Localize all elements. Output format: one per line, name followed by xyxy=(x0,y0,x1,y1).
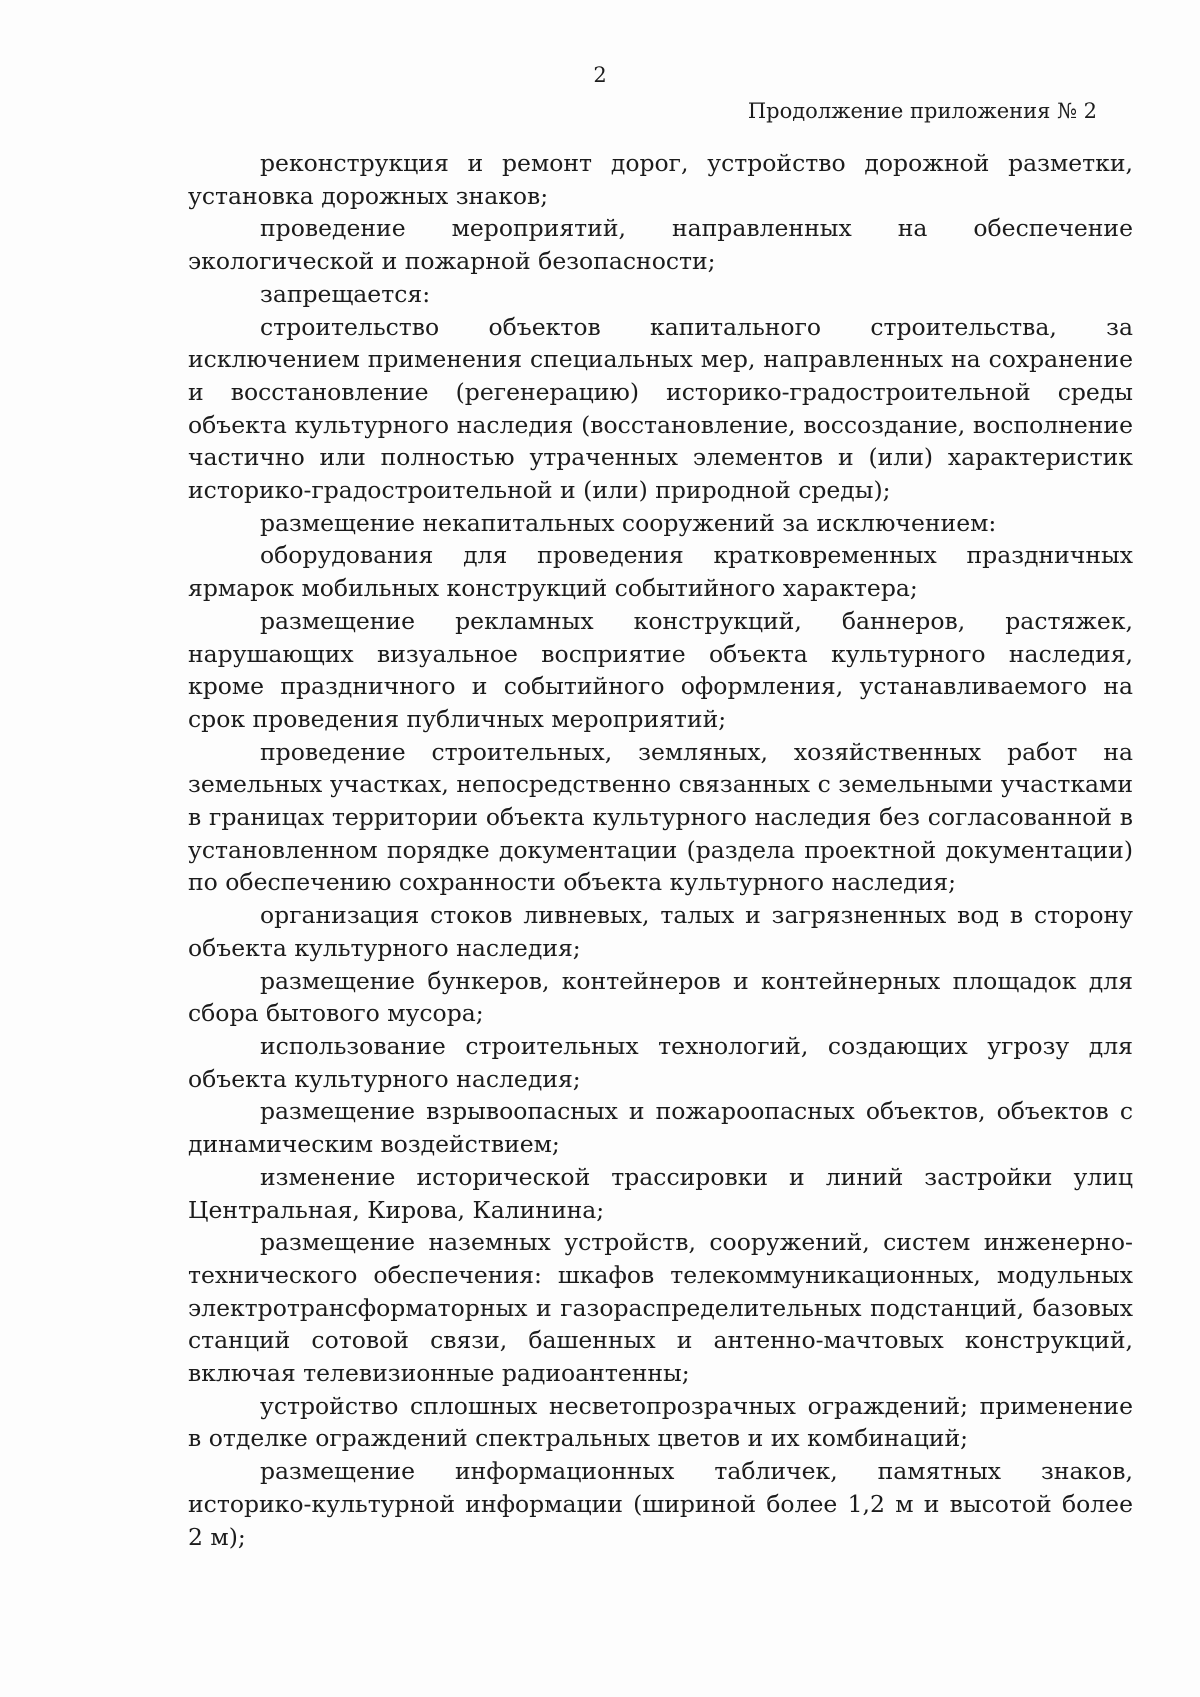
paragraph: устройство сплошных несветопрозрачных ограждений; применение в отделке ограждений спектральных цветов и их комбинаций; xyxy=(188,1391,1133,1453)
paragraph: размещение информационных табличек, памятных знаков, историко-культурной информации (шириной более 1,2 м и высотой более 2 м); xyxy=(188,1457,1133,1551)
paragraph: проведение строительных, земляных, хозяйственных работ на земельных участках, непосредственно связанных с земельными участками в границах территории объекта культурного наследия без согласованной в установленном порядке документации (раздела проектной документации) по обеспечению сохранности объекта культурного наследия; xyxy=(188,737,1133,897)
paragraph: оборудования для проведения кратковременных праздничных ярмарок мобильных конструкций событийного характера; xyxy=(188,541,1133,603)
appendix-continuation-note: Продолжение приложения № 2 xyxy=(747,99,1097,123)
paragraph: размещение некапитальных сооружений за исключением: xyxy=(260,508,997,537)
paragraph: организация стоков ливневых, талых и загрязненных вод в сторону объекта культурного наследия; xyxy=(188,901,1133,962)
paragraph: изменение исторической трассировки и линий застройки улиц Центральная, Кирова, Калинина; xyxy=(188,1162,1133,1224)
paragraph: запрещается: xyxy=(260,279,431,308)
paragraph: проведение мероприятий, направленных на обеспечение экологической и пожарной безопасности; xyxy=(188,214,1133,276)
paragraph: размещение бункеров, контейнеров и контейнерных площадок для сбора бытового мусора; xyxy=(188,966,1133,1028)
paragraph: строительство объектов капитального строительства, за исключением применения специальных мер, направленных на сохранение и восстановление (регенерацию) историко-градостроительной среды объекта культурного наследия (восстановление, воссоздание, восполнение частично или полностью утраченных элементов и (или) характеристик историко-градостроительной и (или) природной среды); xyxy=(188,312,1133,505)
page-number: 2 xyxy=(593,63,607,87)
paragraph: использование строительных технологий, создающих угрозу для объекта культурного наследия; xyxy=(188,1031,1133,1093)
paragraph: размещение рекламных конструкций, баннеров, растяжек, нарушающих визуальное восприятие объекта культурного наследия, кроме праздничного и событийного оформления, устанавливаемого на срок проведения публичных мероприятий; xyxy=(188,606,1133,733)
document-body xyxy=(188,147,1133,1553)
paragraph: размещение наземных устройств, сооружений, систем инженерно-технического обеспечения: шкафов телекоммуникационных, модульных электротрансформаторных и газораспределительных подстанций, базовых станций сотовой связи, башенных и антенно-мачтовых конструкций, включая телевизионные радиоантенны; xyxy=(188,1228,1133,1388)
paragraph: реконструкция и ремонт дорог, устройство дорожной разметки, установка дорожных знаков; xyxy=(188,149,1133,210)
paragraph: размещение взрывоопасных и пожароопасных объектов, объектов с динамическим воздействием; xyxy=(188,1097,1133,1159)
